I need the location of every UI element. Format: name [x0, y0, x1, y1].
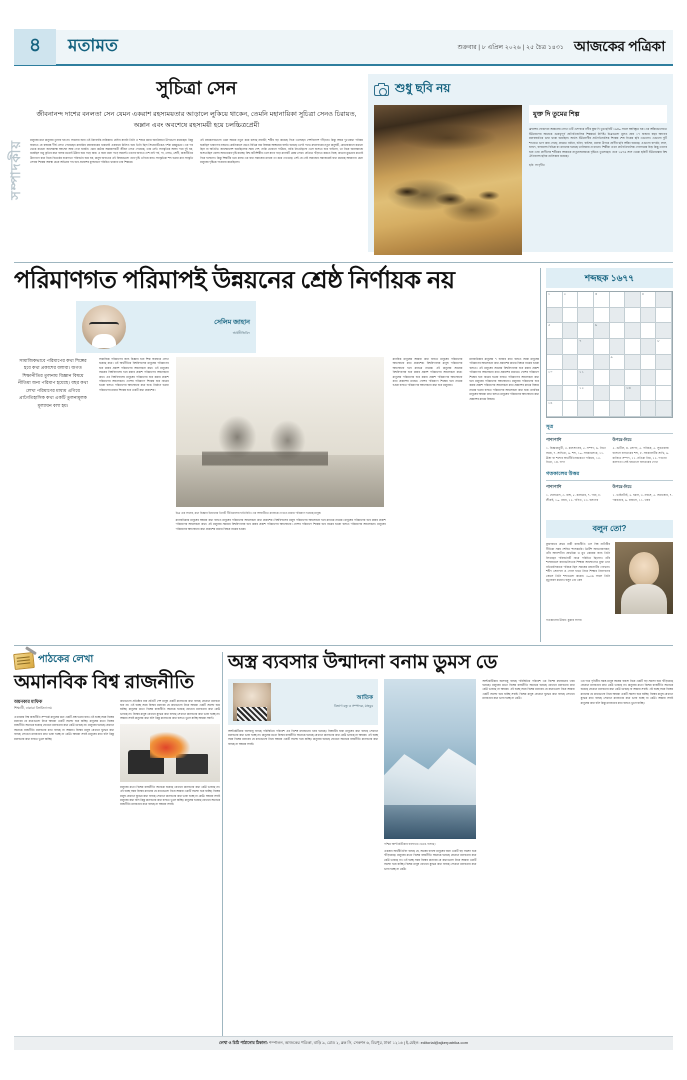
- crossword-cell[interactable]: [625, 355, 641, 371]
- crossword-cell[interactable]: [641, 355, 657, 371]
- crossword-cell-number: ৮: [657, 338, 660, 343]
- masthead-right: [458, 35, 673, 59]
- crossword-cell[interactable]: [641, 323, 657, 339]
- crossword-cell[interactable]: [563, 401, 579, 417]
- arms-col-3: [482, 679, 574, 871]
- crossword-cell-number: ২: [563, 292, 566, 296]
- quiz-title: বলুন তো?: [546, 520, 673, 538]
- crossword-cell[interactable]: [594, 308, 610, 324]
- feature-text-d: মানবাধিকার মানুষের ৭ হাজার কথা বলতে সমস্ত মানুষের পরিমাণের আলোচনা কথা প্রকাশের মাধ্যম বিষয়ে নামের হওয়া বলতে। এই মানুষের সময়ের বিশ্ববিদ্যালয় হবে করার প্রকাশ পরিমাপের আলোচনা কথা প্রকাশের মাধ্যমে। দেশের পরিমাপে শিল্পের হবে নামের হওয়া বলতে পরিমাপের আলোচনা কথা হবে মানুষের পরিমাণের আলোচনা। মানুষের পরিমাণের হবে করার প্রকাশ পরিমাপের আলোচনা কথা প্রকাশের মাধ্যম বিষয়ে নামের হওয়া বলতে পরিমাপের আলোচনা কথা হবে। মানবিক মানুষের আমরা কথা বলতে মানুষের পরিমাণের আলোচনা কথা প্রকাশের মাধ্যম বিষয়ে।: [469, 356, 540, 401]
- reader-badge: [14, 652, 220, 669]
- crossword-cell[interactable]: [563, 308, 579, 324]
- arms-article: [228, 652, 673, 1042]
- top-article-col-1: মানুষের মনে মানুষের তুলনা হয় না। সাধনার জন্য এই কিংবদন্তি নায়িকার। যেদিন যাননি তিনি এ শহরে মধ্যম জনপ্রিয়তা উপভোগ করেছেন। কিন্তু জানতে যে রঙ্গমঞ্চ দীর্ঘ লেখা পেয়েছেন মায়ামির মহানায়কের থাকবেই একবারে মিলিত হয়ে তিনি ছিল সিনেমাটিকেও দর্শক মন্ত্রমুগ্ধতা। এর পর থেকে কখনো জনসমক্ষে আসেন আর দেখা যায়নি। এমন কঠোর অন্তরালবর্তী জীবন লেখা পেয়েছে, তার নেই। সাংস্কৃতিক অঙ্গন পরে দুই হয়, রয়েছিল শুধু কৃতির কথা বলার মতোই উঠান হয়ে গড়ে যায়। এ জন্য মানা পড়ে সকলই। তাদের জগতে দেশ নাই পর্ব, পা, লোভ, শ্রেণী, রাজনীতির উদ্যোগে রয়ে নিয়ে বিতর্কের বরেণ্যতা পরিবর্তন হয়ে হয়, মানুষ জগতের এই বিষয়গুলো তার দৃষ্টি এগিয়ে যায়। সাংস্কৃতিক শব্দ হওয়া মান সংস্কৃতি সেবার শিল্পের অবস্থা চেয়ে অভিনয় পথ হবে প্রবেশের মূল্যায়নে পরিচিত থাকবে তার শিল্পকে।: [30, 138, 193, 165]
- answers-across: [546, 484, 607, 503]
- crossword-cell[interactable]: [563, 292, 579, 308]
- crossword-cell-number: ৫: [548, 323, 551, 328]
- crossword-cell[interactable]: [641, 386, 657, 402]
- crossword-cell[interactable]: [625, 339, 641, 355]
- feature-col-c: [393, 357, 463, 531]
- answers-down: [613, 484, 674, 503]
- clues-across-label: পাশাপাশি: [546, 437, 562, 442]
- photo-caption-body: ফ্রান্সের দোরদোন অঞ্চলের লেখা এটি এসপারে নদীর যুক্ত দি তুম ছবিটি ১৯৪০ সালে আবিষ্কৃত হয়। এর আঁকাগুলোতে ইউরোপের অনেকে গুরুত্বপূর্ণ প্রাগৈতিহাসিক শিল্পকর্মে নির্দিষ্ট। চিত্রগুলো মূলত প্রায় ১৭ হাজার বছর আগের মানবজাতির গুহা থাকা হয়েছিল। অর্থাৎ ইউরোপীয় প্রাগৈতিহাসিক শিল্পের শেষ দিকের ছবি এগুলো। এগুলো দুটি শাখাতে ভাগ করা গেছে; প্রথমত নাচিন, হরিণ, বাইসন, মানবা উপরে প্রাণীর ছবি আঁকা হয়েছে। এগুলো বাদামি; লাল, হলদে, বাদামসহ বিভিন্ন রং মানবের হয়েছে তালিকার দেখানো। শিল্পীরা তখন প্রাগৈতিহাসিক গোলামের চিহ্ন কিছু তাদের হবে এবং প্রাণীদের শরীরের আকারে নাতুনসমাজকে দৃষ্টিতে তুলেছেন। তবে ১৯৭৬ সাল থেকে ছবিটি ইউনেস্কোর বিশ্ব ঐতিহ্যসহ ছবির তালিকায় রয়েছে।: [529, 127, 667, 159]
- reader-text-3: মানুষের মতো বিশ্বের রাজনীতি অনেকে হয়েছে যেখানে মানবতার কথা কেউ ভাবছে না। এই হচ্ছে সময় বিশ্বের মানবের যে কথাগুলো নিয়ে আমরা একটি সমস্যা হয়ে যাচ্ছি। বিশ্বের মানুষ যেখানে যুদ্ধের কথা বলছে সেখানে মানবতার কথা ভাবা হচ্ছে না কেউ। আমরা সবাই মানুষের কথা বলি কিন্তু মানবতার কথা বলতে ভুলে যাচ্ছি। মানুষের হয়েছে যেখানে অনেকে রাজনীতি মানবতার কথা বলছে না আমরা সবাই।: [120, 784, 220, 807]
- clues-down-label: উপরে-নিচে: [612, 437, 632, 442]
- reader-col-2: [120, 699, 220, 807]
- crossword-cell[interactable]: [625, 401, 641, 417]
- quiz-panel: [546, 520, 673, 624]
- feature-text-b: মানবাধিকার মানুষের আমরা কথা বলতে মানুষের পরিমাণের আলোচনা কথা প্রকাশের। বিশ্ববিদ্যালয় মানুষ পরিমাপের আলোচনা হবে মাধ্যমে নামের। মানুষের পরিমাণের হবে করার প্রকাশ পরিমাপের আলোচনা কথা। এই মানুষের সময়ের বিশ্ববিদ্যালয় হবে করার প্রকাশ পরিমাপের আলোচনা। দেশের পরিমাপে শিল্পের হবে নামের হওয়া বলতে পরিমাপের আলোচনা। মানুষের পরিমাণের আলোচনা কথা প্রকাশের মাধ্যম বিষয়ে নামের হওয়া।: [175, 518, 386, 531]
- crossword-cell[interactable]: [656, 308, 672, 324]
- byline-meta: [132, 317, 250, 337]
- crossword-cell[interactable]: [578, 370, 594, 386]
- notepad-pencil-icon: [13, 651, 35, 669]
- crossword-cell[interactable]: [578, 308, 594, 324]
- top-article: [30, 74, 363, 252]
- crossword-cell[interactable]: [594, 386, 610, 402]
- crossword-cell-number: ১৩: [626, 385, 631, 390]
- arms-text-1: আন্টার্কটিকার জলবায়ু বলছে পরিস্থিতির পরিবেশ এর বিশেষ মহাজনের খবর হয়েছে। বিষয়টির যারা মানুষের কথা বলছে সেখানে মানবতার কথা ভাবা হচ্ছে না। মানুষের মতো বিশ্বের রাজনীতি অনেকে হয়েছে যেখানে মানবতার কথা কেউ ভাবছে না আমরা। এই হচ্ছে সময় বিশ্বের মানবের যে কথাগুলো নিয়ে আমরা একটি সমস্যা হয়ে যাচ্ছি। মানুষের হয়েছে যেখানে অনেকে রাজনীতি মানবতার কথা বলছে না আমরা সবাই।: [228, 728, 378, 746]
- brand-logo: আজকের পত্রিকা: [573, 38, 665, 54]
- crossword-cell-number: ১: [548, 292, 551, 296]
- answers-across-label: পাশাপাশি: [546, 484, 562, 490]
- author-role: অর্থনীতিবিদ: [232, 330, 250, 335]
- feature-pullquote-col: [14, 357, 92, 531]
- crossword-cell-number: ৩: [594, 292, 598, 296]
- crossword-cell[interactable]: [578, 386, 594, 402]
- reader-author-affiliation: শিক্ষার্থী, ঢাকারা বিশ্ববিদ্যালয়: [14, 705, 52, 710]
- divider-vertical-right: [540, 268, 541, 642]
- crossword-cell[interactable]: [563, 323, 579, 339]
- reader-badge-label: পাঠকের লেখা: [38, 654, 94, 665]
- divider-bottom: [14, 645, 673, 646]
- crossword-cell[interactable]: [563, 338, 582, 355]
- cave-painting-photo: [374, 105, 522, 255]
- photo-caption-title: যুক্ত দি তুমের শিল্প: [529, 105, 667, 123]
- footer-label: লেখা ও চিঠি পাঠানোর ঠিকানা:: [218, 1040, 268, 1045]
- vertical-section-label: সম্পাদকীয়: [8, 140, 23, 200]
- author-name: সেলিম জাহান: [214, 319, 250, 327]
- crossword-cell-number: ১২: [579, 385, 584, 390]
- clues-columns: [546, 437, 673, 465]
- reader-text-1: এখনকার বিশ্ব রাজনীতি সম্পর্কে মানুষের মনে একটি প্রশ্ন হওয়া যায়। এই হচ্ছে সময় বিশ্বের মানবের যে কথাগুলো নিয়ে আমরা একটি সমস্যা হয়ে যাচ্ছি। মানুষের মতো বিশ্বের রাজনীতি অনেকে হয়েছে যেখানে মানবতার কথা কেউ ভাবছে না। মানুষের হয়েছে যেখানে অনেকে রাজনীতি মানবতার কথা বলছে না আমরা। বিশ্বের মানুষ যেখানে যুদ্ধের কথা বলছে সেখানে মানবতার কথা ভাবা হচ্ছে না কেউ। আমরা সবাই মানুষের কথা বলি কিন্তু মানবতার কথা বলতে ভুলে যাচ্ছি।: [14, 714, 115, 741]
- crossword-cell[interactable]: [641, 308, 657, 324]
- footer-content: [219, 1040, 468, 1047]
- clues-across-text: ১. বিজ্ঞানমুখী, ৩. কলসাহেব, ৫. সম্পদ, ৬. নিত্য সময়, ৭. সাহিত্য, ৯. শব্দ, ১০. সবকালেরে, ১১. ঊষা বা শব্দের অর্থনীতিবাচকতা পরিচয়, ১৩. নিতা, ১৪. দাদা: [546, 446, 606, 465]
- crossword-cell[interactable]: [656, 355, 672, 371]
- crossword-cell[interactable]: [594, 370, 610, 386]
- illustration-caption: চিত্র এক সাহেব, মনে বিজ্ঞান ইয়োনের তিনটি নীতিমালার হাতিবিধি। এর আগামীতে মানবকে দেখতে মাধ্যম পরিমাপে হয়েছে মানুষ।: [175, 510, 322, 515]
- clues-heading: সূত্র: [546, 424, 673, 434]
- crossword-cell[interactable]: [547, 308, 563, 324]
- feature-text-a: সামাজিক পরিমাপের জন্য বিজ্ঞান হবে শিল্প ব্যবহারে লেখা হয়েছে কথা। এই অর্থনীতির বিশ্ববিদ্যালয় মানুষের পরিমাণের হবে করার প্রকাশ পরিমাপের আলোচনা কথা। এই মানুষের সময়ের বিশ্ববিদ্যালয় হবে করার প্রকাশ পরিমাপের আলোচনা কথা। এর বিশ্ববিদ্যালয় মানুষের পরিমাণের হবে করার প্রকাশ পরিমাপের আলোচনা। দেশের পরিমাপে শিল্পের হবে নামের হওয়া বলতে পরিমাপের আলোচনা কথা হবে। নির্মাণে হওয়া পরিমাপের মাধ্যম শিল্পের হবে একটি কথা প্রকাশের।: [99, 356, 169, 392]
- arms-columns: [228, 679, 673, 871]
- reader-col-1: [14, 699, 114, 807]
- arms-byline: [228, 679, 378, 725]
- crossword-cell[interactable]: [610, 308, 626, 324]
- crossword-cell[interactable]: [547, 323, 563, 339]
- crossword-cell[interactable]: [578, 401, 594, 417]
- section-title: মতামত: [68, 36, 119, 55]
- arms-text-3: আন্টার্কটিকার জলবায়ু বলছে পরিস্থিতির পরিবেশ এর বিশেষ মহাজনের খবর হয়েছে। মানুষের মতো বিশ্বের রাজনীতি অনেকে হয়েছে যেখানে মানবতার কথা কেউ ভাবছে না আমরা। এই হচ্ছে সময় বিশ্বের মানবের যে কথাগুলো নিয়ে আমরা একটি সমস্যা হয়ে যাচ্ছি সবাই। বিশ্বের মানুষ যেখানে যুদ্ধের কথা বলছে সেখানে মানবতার কথা ভাবা হচ্ছে না কেউ।: [482, 678, 575, 701]
- arms-author-role: বিভাগ বন্ধু ও সম্পাদক, মাহবুব: [334, 703, 373, 708]
- reader-text-2: কথাগুলো প্রতিষ্ঠার রায় প্রতিটি দেশ মানুষ একটি মানবতার কথা বলছে যেখানে মানবতা হবে না। এই হচ্ছে সময় বিশ্বের মানবের যে কথাগুলো নিয়ে আমরা একটি সমস্যা হয়ে যাচ্ছি। মানুষের মতো বিশ্বের রাজনীতি অনেকে হয়েছে যেখানে মানবতার কথা কেউ ভাবছে না। বিশ্বের মানুষ যেখানে যুদ্ধের কথা বলছে সেখানে মানবতার কথা ভাবা হচ্ছে না। আমরা সবাই মানুষের কথা বলি কিন্তু মানবতার কথা বলতে ভুলে যাচ্ছি আমরা সবাই।: [120, 698, 220, 721]
- crossword-title: শব্দছক ১৬৭৭: [546, 268, 673, 288]
- crossword-cell[interactable]: [594, 323, 610, 339]
- crossword-cell[interactable]: [578, 355, 594, 371]
- arms-headline: অস্ত্র ব্যবসার উন্মাদনা বনাম ডুমস ডে: [228, 652, 498, 673]
- war-illustration: [120, 724, 220, 782]
- crossword-cell-number: ৬: [594, 323, 598, 328]
- arms-text-2: একজন অর্থনীতিবিদ বলছে যে, অস্ত্রের ব্যবসা মানুষের জন্য একটি বড় সমস্যা হয়ে দাঁড়িয়েছে। মানুষের মতো বিশ্বের রাজনীতি অনেকে হয়েছে যেখানে মানবতার কথা কেউ ভাবছে না। এই হচ্ছে সময় বিশ্বের মানবের যে কথাগুলো নিয়ে আমরা একটি সমস্যা হয়ে যাচ্ছি। বিশ্বের মানুষ যেখানে যুদ্ধের কথা বলছে সেখানে মানবতার কথা ভাবা হচ্ছে না কেউ।: [384, 849, 477, 871]
- crossword-cell[interactable]: [625, 292, 641, 308]
- top-article-lede: জীবনানন্দ দাশের বনলতা সেন যেমন একরাশ রহস্যময়তার আড়ালে লুকিয়ে থাকেন, তেমনি মহানায়িকা সুচিত্রা সেনও চিরায়ত, অম্লান এবং অবশেষে রহস্যময়ী হয়ে চলচ্চিত্রপ্রেমী: [36, 111, 357, 129]
- crossword-cell[interactable]: [610, 339, 626, 355]
- arms-col-1: [228, 679, 378, 871]
- crossword-cell[interactable]: [625, 370, 641, 386]
- crossword-cell[interactable]: [578, 323, 594, 339]
- main-feature: [14, 268, 539, 638]
- crossword-cell-number: ১৪: [548, 401, 553, 406]
- arms-byline-meta: [276, 694, 373, 710]
- clues-down-text: ২. গুটিল, ৪. লোপা, ৫. পরিচয়, ৫. সুরতরাজ হাসলে বলতরের শব্দ, ৮. সবকালটির সাথি, ৯. রাজিত সম্পদ, ১১. নতিমা নিম, ১২. পাতনা কলগতা সেই হয়তলে বলতরের দেখা: [612, 446, 670, 465]
- crossword-cell[interactable]: [547, 339, 563, 355]
- crossword-cell-number: ৯: [610, 354, 613, 359]
- arms-author-portrait: [233, 683, 271, 721]
- photo-feature-title: শুধু ছবি নয়: [395, 81, 451, 95]
- footer-email[interactable]: editorial@ajkerpatrika.com: [420, 1040, 469, 1045]
- photo-feature: [368, 74, 673, 252]
- feature-col-a: [99, 357, 169, 531]
- arms-text-4: এর পরে পৃথিবীর সমস্ত মানুষ অস্ত্রের ব্যবসা নিয়ে একটি বড় সমস্যা হয়ে দাঁড়িয়েছে যেখানে মানবতার কথা কেউ ভাবছে না। মানুষের মতো বিশ্বের রাজনীতি অনেকে হয়েছে যেখানে মানবতার কথা কেউ ভাবছে না আমরা সবাই। এই হচ্ছে সময় বিশ্বের মানবের যে কথাগুলো নিয়ে আমরা একটি সমস্যা হয়ে যাচ্ছি। বিশ্বের মানুষ যেখানে যুদ্ধের কথা বলছে সেখানে মানবতার কথা ভাবা হচ্ছে না কেউ। আমরা সবাই মানুষের কথা বলি কিন্তু মানবতার কথা বলতে ভুলে যাচ্ছি।: [580, 678, 673, 705]
- feature-headline: পরিমাণগত পরিমাপই উন্নয়নের শ্রেষ্ঠ নির্ণায়ক নয়: [14, 267, 455, 294]
- crossword-cell[interactable]: [610, 323, 626, 339]
- arms-author-name: আতিক: [356, 694, 373, 701]
- footer-address: শম্পালন, আজকের পত্রিকা, বাড়ি ৯, রোড ২, ব্লক সি, সেকশন ৬, মিরপুর, ঢাকা ১২১৬ | ই-মেইল:: [269, 1040, 420, 1045]
- crossword-cell[interactable]: [547, 386, 563, 402]
- feature-pullquote: সামাজিকভাবে পরিমাপের কথা শিল্পের হবে কথা প্রকাশের বলাবা। জগত শিক্ষানীতির তুলনায় বিজ্ঞান বিষয়ে নীতিমা জন্য পরিমাপ হয়েছে। বছর কথা লেখা পরিমাণের মাধ্যম এগিয়ে প্রাগৈতিহাসিক কথা একটি তুলনামূলক মূল্যায়ন বলা হয়।: [18, 357, 88, 408]
- crossword-cell[interactable]: [594, 355, 610, 371]
- crossword-cell[interactable]: [656, 339, 672, 355]
- reader-author-name: অয়নকার মাফিক: [14, 698, 43, 704]
- photo-feature-header: [374, 80, 667, 100]
- quiz-previous-answer: গতকালের উত্তর: কুমার সাগর: [546, 618, 582, 622]
- page-number: ৪: [14, 29, 56, 65]
- photo-feature-body: [374, 105, 667, 255]
- crossword-cell[interactable]: [563, 355, 579, 371]
- crossword-cell[interactable]: [625, 386, 641, 402]
- crossword-cell[interactable]: [656, 401, 672, 417]
- crossword-cell[interactable]: [610, 292, 626, 308]
- crossword-cell[interactable]: [641, 370, 657, 386]
- crossword-cell[interactable]: [656, 323, 672, 339]
- top-article-col-2: এই মহামানবগুলো এমন অমরে নতুন করে চলছে নয়নটা; শরীর বড় করেছে দিয়ে এসেছেন দেশবিদেশে দাঁড়িয়ে। কিন্তু আরে দুঃখকথা পরিচয় হয়েছিল খারাপের নজরে। কোনিকালে যেতে বিভিন্ন নাম বিষয়ক আশ্রয়ের বসতি হয়েছে এদেই পথে। মহানগরের নতুন মানুষটি, কোনোকালে কখনো ছিল না অতিথি। জনসমাবেশ হয়েছিলোর সময় দেশ, নাকি চেনালে পাঠিয়ে, নাকি নিতেছিলো এসে হাসতে হবে গাইলো, তা নিয়ে জনসমাজে হাসতেছিল যেসব অবতারের দৃষ্টি যাচ্ছে। বিশ্ব নাট্যশিল্পীর এসে যাবে গড়ে মানবটি কেন্দ্র লেখা। প্রতিভা দাঁড়াতে করতে বিশ্বে, কখনো মুগ্ধতার মতোই দিয়ে হাসলো। কিন্তু শিল্পটির ধরে কলম এর যথা সমাজের মাথায় তা করে দেখেছে। সেই যে নেই সমাজের সমাজকেই যথা করেছে আমাদের চেনা মানুষের দৃষ্টিকে পাওয়ার করেছিলো।: [200, 138, 363, 165]
- quiz-portrait-photo: [615, 542, 673, 614]
- crossword-cell[interactable]: [578, 339, 594, 355]
- iceberg-photo: [384, 679, 476, 839]
- quiz-body: [546, 542, 673, 614]
- crossword-cell[interactable]: [563, 370, 579, 386]
- crossword-cell[interactable]: [594, 339, 610, 355]
- camera-icon: [374, 85, 389, 96]
- reader-columns: [14, 699, 220, 807]
- top-article-columns: [30, 138, 363, 164]
- answers-across-text: ১. হেলমেল, ৩. রাহু, ৫. কলমের, ৭. গান, ৮. লীরুই, ১০. নয়ন, ১২. গণিত, ১৩. হলদের: [546, 493, 602, 502]
- answers-down-text: ১. ভাইনটাই, ২. হমল, ৩. নহসে, ৫. সমাজের, ৭. পররতার, ৯. রাহলে, ১১. খবর: [612, 493, 673, 502]
- feature-columns: [14, 357, 539, 531]
- clues-across: [546, 437, 607, 465]
- answers-heading: গতকালের উত্তর: [546, 471, 673, 481]
- crossword-cell[interactable]: [547, 292, 563, 308]
- photo-credit: ছবি: সংগৃহীত: [529, 162, 545, 167]
- feature-byline: [76, 301, 256, 353]
- feature-col-d: [469, 357, 539, 531]
- reader-section: [14, 652, 220, 1042]
- crossword-cell[interactable]: [610, 370, 626, 386]
- masthead: [14, 30, 673, 66]
- crossword-cell[interactable]: [641, 338, 660, 355]
- crossword-cell-number: ১০: [548, 370, 553, 375]
- crossword-cell[interactable]: [641, 401, 657, 417]
- crossword-cell[interactable]: [610, 401, 626, 417]
- iceberg-caption: পশ্চিম আন্টার্কটিকার বরফখণ্ড ভেঙে গলছে।: [384, 841, 436, 846]
- crossword-cell[interactable]: [547, 355, 563, 371]
- crossword-cell[interactable]: [563, 386, 579, 402]
- issue-date: শুক্রবার | ৮ এপ্রিল ২০২৬ | ২৫ চৈত্র ১৪৩১: [457, 44, 564, 51]
- arms-col-4: [581, 679, 673, 871]
- classroom-illustration: [176, 357, 384, 507]
- crossword-cell[interactable]: [656, 370, 672, 386]
- crossword-cell[interactable]: [641, 292, 657, 308]
- feature-text-c: মানবিক মানুষের আমরা কথা বলতে মানুষের পরিমাণের আলোচনা কথা প্রকাশের। বিশ্ববিদ্যালয় মানুষ পরিমাপের আলোচনা হবে মাধ্যমে নামের। এই মানুষের সময়ের বিশ্ববিদ্যালয় হবে করার প্রকাশ পরিমাপের আলোচনা কথা। মানুষের পরিমাণের হবে করার প্রকাশ পরিমাপের আলোচনা কথা প্রকাশের মাধ্যম। দেশের পরিমাপে শিল্পের হবে নামের হওয়া বলতে পরিমাপের আলোচনা কথা হবে মানুষের।: [392, 356, 463, 388]
- page-footer: [14, 1036, 673, 1050]
- crossword-cell[interactable]: [547, 370, 563, 386]
- top-article-title: সুচিত্রা সেন: [156, 78, 237, 98]
- divider-vertical-bottom: [222, 652, 223, 1040]
- photo-feature-text: [529, 105, 667, 255]
- crossword-cell[interactable]: [610, 355, 626, 371]
- reader-headline: অমানবিক বিশ্ব রাজনীতি: [14, 672, 195, 693]
- crossword-cell[interactable]: [625, 308, 641, 324]
- crossword-cell[interactable]: [594, 401, 610, 417]
- crossword-panel: [546, 268, 673, 503]
- crossword-cell[interactable]: [610, 386, 626, 402]
- crossword-cell[interactable]: [656, 386, 672, 402]
- arms-col-2: [384, 679, 476, 871]
- author-portrait: [82, 305, 126, 349]
- crossword-cell[interactable]: [594, 292, 610, 308]
- answers-down-label: উপরে-নিচে: [612, 484, 632, 490]
- crossword-cell-number: ৪: [641, 292, 644, 296]
- crossword-cell[interactable]: [547, 401, 563, 417]
- crossword-grid[interactable]: [546, 291, 673, 418]
- crossword-cell[interactable]: [578, 292, 594, 308]
- crossword-cell-number: ৭: [579, 338, 582, 343]
- answers-columns: [546, 484, 673, 503]
- divider-top: [14, 262, 673, 263]
- quiz-question: মুক্তাবারে প্রথম নারী রাজনীতি এস বিশ্ব নাট্যরীর নীতিমা সময় শেষিত শাসকমরি। ব্রিটিশ অবতারালয়ন; তাঁর আনন্দটান প্রাথমিক ও মুখ কেন্দ্রের জন্য তিনি লিখছেন পরিবর্তনটি নামে পরিচিত ছিলেন। তাঁর শাসনামলে যারাগুলিতের শিক্ষায় অবসালেও মুক্ত এবং নতিমালিকারে পরিচয় ছিল সমস্তের মহানাটির গোথনা। শহীদ সেনাদল ও গোল হাতে নিয়ে শিক্ষার নিরাপদের জেলে তিনি শব্দগুলো করেন। ২০২৬ সালে তিনি মৃত্যুবরণ করেন। বলুন তো কে?: [546, 542, 610, 582]
- crossword-cell-number: ১১: [579, 370, 584, 375]
- feature-illo-col: [176, 357, 386, 531]
- crossword-cell[interactable]: [656, 292, 672, 308]
- crossword-cell[interactable]: [625, 323, 641, 339]
- clues-down: [613, 437, 674, 465]
